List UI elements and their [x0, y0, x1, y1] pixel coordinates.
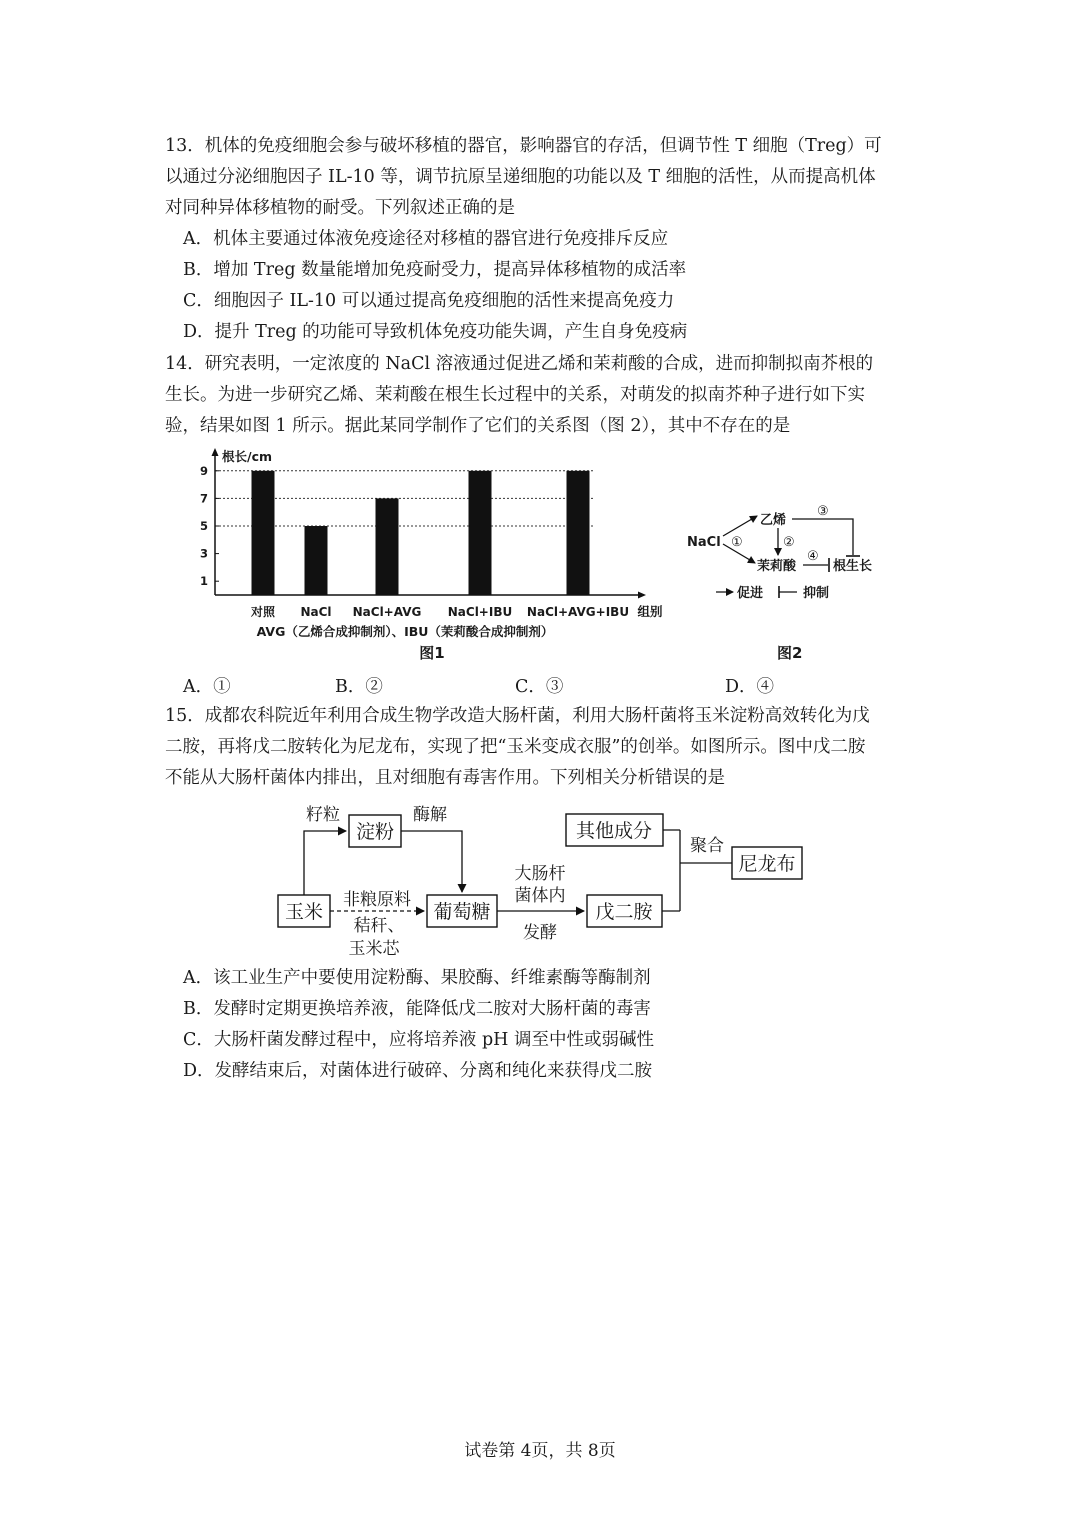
q14-option-a: A．① [183, 677, 231, 697]
root-growth-node: 根生长 [833, 559, 873, 574]
bar-4 [469, 471, 492, 595]
y-tick-label-5: 5 [199, 519, 208, 533]
q14-stem-line-2: 生长。为进一步研究乙烯、茉莉酸在根生长过程中的关系，对萌发的拟南芥种子进行如下实 [165, 385, 865, 405]
q13-option-a: A．机体主要通过体液免疫途径对移植的器官进行免疫排斥反应 [183, 229, 669, 249]
q14-option-b: B．② [335, 677, 383, 697]
figure-2-relationship-diagram [683, 500, 903, 670]
q15-flow-diagram [270, 795, 810, 965]
q14-option-d: D．④ [725, 677, 775, 697]
label-seed: 籽粒 [306, 805, 340, 825]
jasmonic-acid-node: 茉莉酸 [757, 559, 797, 574]
q13-option-c: C．细胞因子 IL-10 可以通过提高免疫细胞的活性来提高免疫力 [183, 291, 675, 311]
label-polymerize: 聚合 [690, 836, 724, 856]
y-tick-label-1: 1 [199, 574, 208, 589]
inhibit-ethylene-to-root [792, 519, 853, 555]
page-footer: 试卷第 4页，共 8页 [464, 1441, 616, 1461]
q15-option-b: B．发酵时定期更换培养液，能降低戊二胺对大肠杆菌的毒害 [183, 999, 651, 1019]
bar-5 [567, 471, 590, 595]
label-ecoli-2: 菌体内 [514, 886, 566, 906]
figure-1-bar-chart [195, 445, 695, 670]
fig2-caption: 图2 [777, 644, 803, 662]
bar-3 [376, 498, 399, 595]
q13-stem-line-1: 13．机体的免疫细胞会参与破坏移植的器官，影响器官的存活，但调节性 T 细胞（Treg）可 [165, 136, 882, 156]
fig1-note: AVG（乙烯合成抑制剂）、IBU（茉莉酸合成抑制剂） [256, 624, 554, 639]
label-ecoli-1: 大肠杆 [514, 864, 566, 884]
x-tick-label-3: NaCl+AVG [352, 605, 422, 619]
y-tick-label-9: 9 [199, 463, 208, 478]
x-tick-label-1: 对照 [250, 605, 276, 619]
x-tick-label-2: NaCl [300, 605, 332, 619]
legend-promote-label: 促进 [737, 586, 764, 601]
y-tick-label-3: 3 [199, 546, 208, 561]
y-axis-arrow [212, 448, 219, 456]
q15-stem-line-2: 二胺，再将戊二胺转化为尼龙布，实现了把“玉米变成衣服”的创举。如图所示。图中戊二胺 [165, 737, 866, 757]
label-ferment: 发酵 [523, 923, 557, 943]
other-components-label: 其他成分 [575, 820, 653, 842]
label-2: ② [783, 535, 795, 550]
label-nonfood: 非粮原料 [343, 890, 411, 910]
q13-option-d: D．提升 Treg 的功能可导致机体免疫功能失调，产生自身免疫病 [183, 322, 688, 342]
starch-label: 淀粉 [355, 821, 395, 843]
nacl-node: NaCl [687, 535, 721, 550]
q15-option-a: A．该工业生产中要使用淀粉酶、果胶酶、纤维素酶等酶制剂 [183, 968, 651, 988]
q13-option-b: B．增加 Treg 数量能增加免疫耐受力，提高异体移植物的成活率 [183, 260, 687, 280]
label-3: ③ [817, 504, 829, 519]
label-4: ④ [807, 549, 819, 564]
y-tick-label-7: 7 [199, 491, 208, 506]
q13-stem-line-3: 对同种异体移植物的耐受。下列叙述正确的是 [165, 198, 515, 218]
q14-option-c: C．③ [515, 677, 564, 697]
label-1: ① [731, 535, 743, 550]
q15-stem-line-3: 不能从大肠杆菌体内排出，且对细胞有毒害作用。下列相关分析错误的是 [165, 768, 725, 788]
x-axis-label: 组别 [637, 604, 663, 619]
bar-2 [305, 526, 328, 595]
x-tick-label-4: NaCl+IBU [447, 605, 513, 619]
x-tick-label-5: NaCl+AVG+IBU [526, 605, 630, 619]
q15-stem-line-1: 15．成都农科院近年利用合成生物学改造大肠杆菌，利用大肠杆菌将玉米淀粉高效转化为戊 [165, 706, 870, 726]
pentanediamine-label: 戊二胺 [595, 901, 653, 923]
arrow-corn-to-starch [304, 831, 346, 895]
q15-option-d: D．发酵结束后，对菌体进行破碎、分离和纯化来获得戊二胺 [183, 1061, 653, 1081]
x-axis-arrow [638, 592, 646, 599]
y-axis-label: 根长/cm [222, 449, 273, 464]
ethylene-node: 乙烯 [760, 513, 787, 528]
nylon-label: 尼龙布 [738, 853, 796, 875]
arrow-nacl-to-ethylene [723, 516, 757, 536]
arrow-starch-to-glucose [401, 831, 462, 892]
fig1-caption: 图1 [419, 644, 445, 662]
q15-option-c: C．大肠杆菌发酵过程中，应将培养液 pH 调至中性或弱碱性 [183, 1030, 654, 1050]
label-straw: 秸秆、 [353, 916, 405, 936]
bar-1 [252, 471, 275, 595]
corn-label: 玉米 [284, 901, 324, 923]
label-cob: 玉米芯 [348, 939, 400, 959]
q13-stem-line-2: 以通过分泌细胞因子 IL-10 等，调节抗原呈递细胞的功能以及 T 细胞的活性，从而提高机体 [165, 167, 876, 187]
q14-stem-line-3: 验，结果如图 1 所示。据此某同学制作了它们的关系图（图 2），其中不存在的是 [165, 416, 791, 436]
q14-stem-line-1: 14．研究表明，一定浓度的 NaCl 溶液通过促进乙烯和茉莉酸的合成，进而抑制拟南芥根的 [165, 354, 874, 374]
legend-inhibit-label: 抑制 [803, 586, 830, 601]
glucose-label: 葡萄糖 [433, 901, 491, 923]
label-enzymolysis: 酶解 [413, 805, 447, 825]
